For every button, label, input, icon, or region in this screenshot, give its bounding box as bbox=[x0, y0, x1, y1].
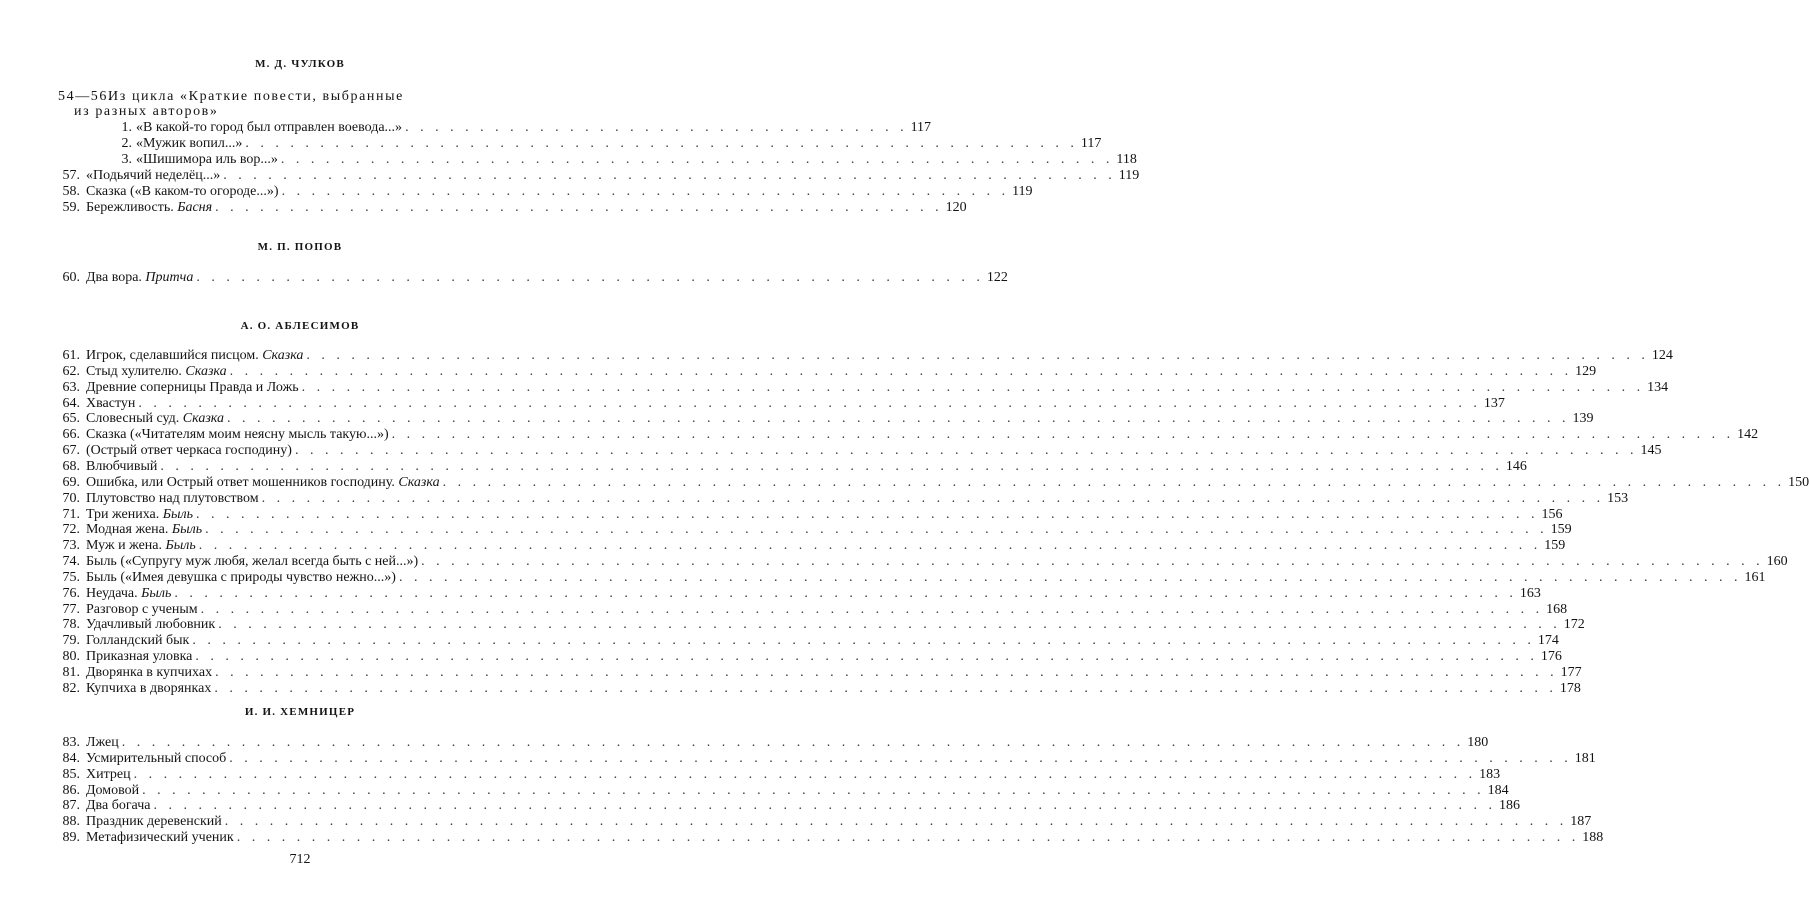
entry-genre: Сказка bbox=[262, 348, 304, 363]
entry-title: Лжец bbox=[86, 735, 119, 750]
toc-entry bbox=[92, 120, 932, 136]
toc-entry bbox=[58, 89, 542, 105]
leader-dots: . . . . . . . . . . . . . . . . . . . . . . . . . . . . . . . . . . . . . . . . . . . . . . . . . bbox=[281, 184, 1010, 199]
entry-title: (Острый ответ черкаса господину) bbox=[86, 443, 292, 459]
entry-title: Метафизический ученик bbox=[86, 830, 234, 846]
entry-genre: Басня bbox=[177, 200, 213, 215]
entry-title: Праздник деревенский bbox=[86, 814, 222, 830]
entry-page: 150 bbox=[1788, 474, 1809, 490]
entry-page: 184 bbox=[1487, 782, 1509, 798]
entry-title: Усмирительный способ bbox=[86, 750, 227, 766]
entry-page: 117 bbox=[1080, 136, 1102, 151]
entry-page: 146 bbox=[1505, 458, 1527, 474]
toc-entry bbox=[58, 168, 1140, 184]
leader-dots: . . . . . . . . . . . . . . . . . . . . . . . . . . . . . . . . . . . . . . . . . . . . . . . . . . . . . . . . . . . . . . . . . . . . . . . . . . . . . . . . . . . . . . . . . . bbox=[227, 411, 1570, 427]
toc-entry bbox=[58, 379, 1669, 396]
entry-number: 83. bbox=[62, 735, 80, 750]
entry-title: Сказка («В каком-то огороде...») bbox=[86, 184, 279, 199]
entry-number: 68. bbox=[62, 458, 80, 474]
toc-entry bbox=[58, 427, 1759, 443]
entry-page: 159 bbox=[1544, 538, 1566, 554]
entry-page: 186 bbox=[1498, 798, 1520, 814]
leader-dots: . . . . . . . . . . . . . . . . . . . . . . . . . . . . . . . . . . . . . . . . . . . . . . . . . . . . . . . . . . . . . . . . . . . . . . . . . . . . . . . . . . . . . . . . . . bbox=[391, 427, 1735, 443]
toc-entry bbox=[74, 104, 544, 120]
leader-dots: . . . . . . . . . . . . . . . . . . . . . . . . . . . . . . . . . . . . . . . . . . . . . . . . . bbox=[215, 200, 943, 215]
entry-title: Муж и жена. Быль bbox=[86, 538, 196, 554]
entry-title: Плутовство над плутовством bbox=[86, 490, 259, 506]
entry-title: Приказная уловка bbox=[86, 649, 193, 665]
entry-title: Хвастун bbox=[86, 395, 136, 411]
entry-number: 61. bbox=[62, 348, 80, 363]
entry-number: 81. bbox=[62, 665, 80, 680]
entry-title: Стыд хулителю. Сказка bbox=[86, 363, 227, 379]
leader-dots: . . . . . . . . . . . . . . . . . . . . . . . . . . . . . . . . . . . . . . . . . . . . . . . . . . . . . . . . . . . . . . . . . . . . . . . . . . . . . . . . . . . . . . . . . . bbox=[218, 617, 1561, 633]
entry-page: 174 bbox=[1537, 633, 1559, 649]
leader-dots: . . . . . . . . . . . . . . . . . . . . . . . . . . . . . . . . . . . . . . . . . . . . . . . . . . . . . . . . . . . . . . . . . . . . . . . . . . . . . . . . . . . . . . . . . . bbox=[301, 379, 1645, 395]
entry-number: 62. bbox=[62, 363, 80, 379]
entry-title: Дворянка в купчихах bbox=[86, 665, 213, 680]
entry-title: Три жениха. Быль bbox=[86, 506, 193, 522]
section-heading: А. О. АБЛЕСИМОВ bbox=[240, 320, 360, 332]
entry-number: 64. bbox=[62, 395, 80, 411]
toc-entry bbox=[58, 348, 1673, 364]
entry-title: Быль («Супругу муж любя, желал всегда быть с ней...») bbox=[86, 554, 419, 570]
leader-dots: . . . . . . . . . . . . . . . . . . . . . . . . . . . . . . . . . . . . . . . . . . . . . . . . . . . . . . . . . . . . . . . . . . . . . . . . . . . . . . . . . . . . . . . . . . bbox=[205, 522, 1548, 538]
leader-dots: . . . . . . . . . . . . . . . . . . . . . . . . . . . . . . . . . . . . . . . . . . . . . . . . . . . . . . . . . . . . . . . . . . . . . . . . . . . . . . . . . . . . . . . . . . bbox=[229, 750, 1572, 766]
toc-entry bbox=[58, 538, 1566, 554]
entry-number: 2. bbox=[121, 136, 132, 151]
leader-dots: . . . . . . . . . . . . . . . . . . . . . . . . . . . . . . . . . . . . . . . . . . . . . . . . . . . . . . . . . . . . . . . . . . . . . . . . . . . . . . . . . . . . . . . . . . bbox=[195, 506, 1539, 522]
entry-title: «Шишимора иль вор...» bbox=[136, 152, 278, 167]
entry-page: 188 bbox=[1582, 830, 1604, 846]
toc-entry bbox=[58, 443, 1662, 459]
entry-number: 89. bbox=[62, 830, 80, 846]
entry-page: 172 bbox=[1563, 617, 1585, 633]
entry-page: 180 bbox=[1467, 735, 1489, 750]
toc-entry bbox=[58, 798, 1520, 814]
entry-genre: Сказка bbox=[185, 363, 227, 379]
entry-genre: Быль bbox=[162, 506, 193, 522]
entry-title: Модная жена. Быль bbox=[86, 522, 203, 538]
entry-number: 87. bbox=[62, 798, 80, 814]
toc-entry bbox=[58, 506, 1563, 523]
entry-title: Два вора. Притча bbox=[86, 270, 194, 285]
leader-dots: . . . . . . . . . . . . . . . . . . . . . . . . . . . . . . . . . . . . . . . . . . . . . . . . . . . . . . . . . . . . . . . . . . . . . . . . . . . . . . . . . . . . . . . . . . bbox=[214, 680, 1557, 696]
entry-page: 145 bbox=[1640, 443, 1662, 459]
entry-number: 75. bbox=[62, 569, 80, 585]
toc-entry bbox=[58, 649, 1562, 665]
entry-number: 67. bbox=[62, 443, 80, 459]
toc-entry bbox=[58, 617, 1585, 633]
entry-number: 74. bbox=[62, 554, 80, 570]
leader-dots: . . . . . . . . . . . . . . . . . . . . . . . . . . . . . . . . . . . . . . . . . . . . . . . . . . . . . . . . . . . . . . . . . . . . . . . . . . . . . . . . . . . . . . . . . . bbox=[421, 554, 1764, 570]
entry-page: 187 bbox=[1570, 814, 1592, 830]
entry-number: 79. bbox=[62, 633, 80, 649]
entry-page: 119 bbox=[1012, 184, 1033, 199]
leader-dots: . . . . . . . . . . . . . . . . . . . . . . . . . . . . . . . . . . . . . . . . . . . . . . . . . . . . . . . . bbox=[245, 136, 1078, 151]
entry-page: 161 bbox=[1744, 569, 1766, 585]
entry-number: 69. bbox=[62, 474, 80, 490]
toc-entry bbox=[58, 766, 1501, 783]
entry-genre: Быль bbox=[165, 538, 196, 554]
toc-entry bbox=[92, 136, 1102, 152]
leader-dots: . . . . . . . . . . . . . . . . . . . . . . . . . . . . . . . . . . . . . . . . . . . . . . . . . . . . . . . . . . . . . . . . . . . . . . . . . . . . . . . . . . . . . . . . . . bbox=[224, 814, 1568, 830]
leader-dots: . . . . . . . . . . . . . . . . . . . . . . . . . . . . . . . . . . . . . . . . . . . . . . . . . . . . . . . . . . . . . . . . . . . . . . . . . . . . . . . . . . . . . . . . . . bbox=[229, 363, 1573, 379]
section-heading: И. И. ХЕМНИЦЕР bbox=[244, 706, 356, 718]
entry-page: 178 bbox=[1559, 680, 1581, 696]
entry-title: Сказка («Читателям моим неясну мысль такую...») bbox=[86, 427, 389, 443]
toc-entry bbox=[58, 270, 1008, 286]
page-number: 712 bbox=[289, 852, 311, 867]
toc-entry bbox=[58, 411, 1594, 427]
entry-title: Разговор с ученым bbox=[86, 601, 198, 617]
leader-dots: . . . . . . . . . . . . . . . . . . . . . . . . . . . . . . . . . . . . . . . . . . . . . . . . . . . . . . . . . . . . . . . . . . . . . . . . . . . . . . . . . . . . . . . . . . bbox=[398, 569, 1742, 585]
entry-page: 129 bbox=[1575, 363, 1597, 379]
toc-entry bbox=[58, 665, 1582, 681]
entry-number: 70. bbox=[62, 490, 80, 506]
entry-title: из разных авторов» bbox=[74, 104, 219, 119]
leader-dots: . . . . . . . . . . . . . . . . . . . . . . . . . . . . . . . . . . . . . . . . . . . . . . . . . . . . . . . . . . . . . . . . . . . . . . . . . . . . . . . . . . . . . . . . . . bbox=[153, 798, 1496, 814]
entry-page: 153 bbox=[1607, 490, 1629, 506]
leader-dots: . . . . . . . . . . . . . . . . . . . . . . . . . . . . . . . . . . . . . . . . . . . . . . . . . . . . . . . . . . . . . . . . . . . . . . . . . . . . . . . . . . . . . . . . . . bbox=[174, 585, 1517, 601]
entry-title: Игрок, сделавшийся писцом. Сказка bbox=[86, 348, 304, 363]
section-heading: М. П. ПОПОВ bbox=[257, 241, 343, 253]
entry-page: 177 bbox=[1560, 665, 1582, 680]
entry-page: 120 bbox=[945, 200, 967, 215]
toc-entry bbox=[58, 490, 1629, 507]
toc-entry bbox=[58, 200, 967, 216]
leader-dots: . . . . . . . . . . . . . . . . . . . . . . . . . . . . . . . . . . . . . . . . . . . . . . . . . . . . . . . . . . . . . . . . . . . . . . . . . . . . . . . . . . . . . . . . . . bbox=[133, 766, 1477, 782]
entry-number: 72. bbox=[62, 522, 80, 538]
entry-number: 58. bbox=[62, 184, 80, 199]
entry-page: 183 bbox=[1479, 766, 1501, 782]
entry-title: Древние соперницы Правда и Ложь bbox=[86, 379, 299, 395]
entry-title: Словесный суд. Сказка bbox=[86, 411, 224, 427]
entry-number: 86. bbox=[62, 782, 80, 798]
entry-genre: Быль bbox=[171, 522, 203, 538]
entry-number: 85. bbox=[62, 766, 80, 782]
entry-number: 78. bbox=[62, 617, 80, 633]
toc-entry bbox=[58, 363, 1597, 380]
entry-number: 1. bbox=[121, 120, 132, 135]
toc-entry bbox=[58, 184, 1033, 200]
leader-dots: . . . . . . . . . . . . . . . . . . . . . . . . . . . . . . . . . . . . . . . . . . . . . . . . . . . . . . . . . . . . . . . . . . . . . . . . . . . . . . . . . . . . . . . . . . bbox=[121, 735, 1465, 750]
entry-number: 73. bbox=[62, 538, 80, 554]
leader-dots: . . . . . . . . . . . . . . . . . . . . . . . . . . . . . . . . . . . . . . . . . . . . . . . . . . . . . . . . . . . . . . . . . . . . . . . . . . . . . . . . . . . . . . . . . . bbox=[160, 458, 1503, 474]
entry-page: 163 bbox=[1519, 585, 1541, 601]
entry-page: 134 bbox=[1647, 379, 1669, 395]
leader-dots: . . . . . . . . . . . . . . . . . . . . . . . . . . . . . . . . . . . . . . . . . . . . . . . . . . . . . . . . . . . . bbox=[223, 168, 1116, 183]
section-heading: М. Д. ЧУЛКОВ bbox=[255, 58, 345, 70]
entry-page: 119 bbox=[1118, 168, 1140, 183]
entry-title: Удачливый любовник bbox=[86, 617, 216, 633]
leader-dots: . . . . . . . . . . . . . . . . . . . . . . . . . . . . . . . . . . . . . . . . . . . . . . . . . . . . . . . . . . . . . . . . . . . . . . . . . . . . . . . . . . . . . . . . . . bbox=[138, 395, 1481, 411]
entry-number: 65. bbox=[62, 411, 80, 427]
leader-dots: . . . . . . . . . . . . . . . . . . . . . . . . . . . . . . . . . . . . . . . . . . . . . . . . . . . . . bbox=[196, 270, 984, 285]
leader-dots: . . . . . . . . . . . . . . . . . . . . . . . . . . . . . . . . . . . . . . . . . . . . . . . . . . . . . . . . . . . . . . . . . . . . . . . . . . . . . . . . . . . . . . . . . . bbox=[195, 649, 1538, 665]
entry-title: Голландский бык bbox=[86, 633, 190, 649]
entry-page: 181 bbox=[1574, 750, 1596, 766]
toc-entry bbox=[58, 569, 1766, 586]
entry-title: Быль («Имея девушка с природы чувство нежно...») bbox=[86, 569, 396, 585]
entry-genre: Сказка bbox=[182, 411, 224, 427]
entry-title: Бережливость. Басня bbox=[86, 200, 213, 215]
entry-page: 159 bbox=[1550, 522, 1572, 538]
entry-number: 3. bbox=[121, 152, 132, 167]
entry-number: 88. bbox=[62, 814, 80, 830]
entry-page: 124 bbox=[1651, 348, 1673, 363]
entry-title: «Мужик вопил...» bbox=[136, 136, 243, 151]
toc-entry bbox=[58, 830, 1604, 846]
entry-page: 160 bbox=[1766, 554, 1788, 570]
entry-title: «В какой-то город был отправлен воевода...» bbox=[136, 120, 403, 135]
toc-entry bbox=[58, 458, 1527, 475]
entry-number: 76. bbox=[62, 585, 80, 601]
entry-page: 122 bbox=[986, 270, 1008, 285]
toc-entry bbox=[58, 814, 1592, 830]
entry-number: 66. bbox=[62, 427, 80, 443]
entry-title: Неудача. Быль bbox=[86, 585, 172, 601]
entry-genre: Притча bbox=[145, 270, 194, 285]
entry-number: 63. bbox=[62, 379, 80, 395]
entry-number: 59. bbox=[62, 200, 80, 215]
entry-title: Два богача bbox=[86, 798, 151, 814]
entry-title: Влюбчивый bbox=[86, 458, 158, 474]
toc-entry bbox=[58, 633, 1559, 649]
leader-dots: . . . . . . . . . . . . . . . . . . . . . . . . . . . . . . . . . . . . . . . . . . . . . . . . . . . . . . . . . . . . . . . . . . . . . . . . . . . . . . . . . . . . . . . . . . bbox=[261, 490, 1605, 506]
entry-number: 84. bbox=[62, 750, 80, 766]
leader-dots: . . . . . . . . . . . . . . . . . . . . . . . . . . . . . . . . . . . . . . . . . . . . . . . . . . . . . . . . . . . . . . . . . . . . . . . . . . . . . . . . . . . . . . . . . . bbox=[142, 782, 1485, 798]
entry-title: Купчиха в дворянках bbox=[86, 680, 212, 696]
leader-dots: . . . . . . . . . . . . . . . . . . . . . . . . . . . . . . . . . . . . . . . . . . . . . . . . . . . . . . . . . . . . . . . . . . . . . . . . . . . . . . . . . . . . . . . . . . bbox=[192, 633, 1535, 649]
entry-page: 118 bbox=[1116, 152, 1137, 167]
entry-number: 54—56. bbox=[58, 89, 114, 104]
entry-number: 82. bbox=[62, 680, 80, 696]
entry-genre: Быль bbox=[141, 585, 172, 601]
entry-genre: Сказка bbox=[398, 474, 440, 490]
toc-entry bbox=[58, 735, 1489, 751]
entry-page: 142 bbox=[1737, 427, 1759, 443]
entry-page: 168 bbox=[1546, 601, 1568, 617]
toc-entry bbox=[58, 601, 1568, 618]
toc-entry bbox=[58, 554, 1788, 570]
entry-number: 77. bbox=[62, 601, 80, 617]
toc-entry bbox=[58, 474, 1809, 491]
leader-dots: . . . . . . . . . . . . . . . . . . . . . . . . . . . . . . . . . . . . . . . . . . . . . . . . . . . . . . . . . . . . . . . . . . . . . . . . . . . . . . . . . . . . . . . . . . bbox=[236, 830, 1580, 846]
leader-dots: . . . . . . . . . . . . . . . . . . . . . . . . . . . . . . . . . . . . . . . . . . . . . . . . . . . . . . . . . . . . . . . . . . . . . . . . . . . . . . . . . . . . . . . . . . bbox=[200, 601, 1544, 617]
toc-entry bbox=[92, 152, 1137, 168]
leader-dots: . . . . . . . . . . . . . . . . . . . . . . . . . . . . . . . . . . . . . . . . . . . . . . . . . . . . . . . . bbox=[280, 152, 1114, 167]
leader-dots: . . . . . . . . . . . . . . . . . . . . . . . . . . . . . . . . . . . . . . . . . . . . . . . . . . . . . . . . . . . . . . . . . . . . . . . . . . . . . . . . . . . . . . . . . . bbox=[306, 348, 1649, 363]
entry-title: «Подьячий неделёц...» bbox=[86, 168, 221, 183]
entry-page: 156 bbox=[1541, 506, 1563, 522]
entry-page: 176 bbox=[1540, 649, 1562, 665]
entry-title: Хитрец bbox=[86, 766, 131, 782]
entry-title: Домовой bbox=[86, 782, 140, 798]
leader-dots: . . . . . . . . . . . . . . . . . . . . . . . . . . . . . . . . . . . . . . . . . . . . . . . . . . . . . . . . . . . . . . . . . . . . . . . . . . . . . . . . . . . . . . . . . . bbox=[215, 665, 1558, 680]
entry-page: 117 bbox=[910, 120, 932, 135]
entry-page: 137 bbox=[1483, 395, 1505, 411]
leader-dots: . . . . . . . . . . . . . . . . . . . . . . . . . . . . . . . . . . . . . . . . . . . . . . . . . . . . . . . . . . . . . . . . . . . . . . . . . . . . . . . . . . . . . . . . . . bbox=[442, 474, 1786, 490]
entry-number: 60. bbox=[62, 270, 80, 285]
toc-entry bbox=[58, 522, 1572, 538]
toc-entry bbox=[58, 782, 1509, 799]
leader-dots: . . . . . . . . . . . . . . . . . . . . . . . . . . . . . . . . . . . . . . . . . . . . . . . . . . . . . . . . . . . . . . . . . . . . . . . . . . . . . . . . . . . . . . . . . . bbox=[294, 443, 1638, 459]
entry-title: Ошибка, или Острый ответ мошенников господину. Сказка bbox=[86, 474, 440, 490]
toc-entry bbox=[58, 680, 1581, 697]
entry-page: 139 bbox=[1572, 411, 1594, 427]
entry-number: 80. bbox=[62, 649, 80, 665]
leader-dots: . . . . . . . . . . . . . . . . . . . . . . . . . . . . . . . . . . bbox=[405, 120, 908, 135]
entry-number: 71. bbox=[62, 506, 80, 522]
entry-title: Из цикла «Краткие повести, выбранные bbox=[108, 89, 404, 104]
entry-number: 57. bbox=[62, 168, 80, 183]
toc-entry bbox=[58, 395, 1505, 412]
toc-entry bbox=[58, 585, 1541, 602]
toc-entry bbox=[58, 750, 1596, 767]
leader-dots: . . . . . . . . . . . . . . . . . . . . . . . . . . . . . . . . . . . . . . . . . . . . . . . . . . . . . . . . . . . . . . . . . . . . . . . . . . . . . . . . . . . . . . . . . . bbox=[198, 538, 1542, 554]
